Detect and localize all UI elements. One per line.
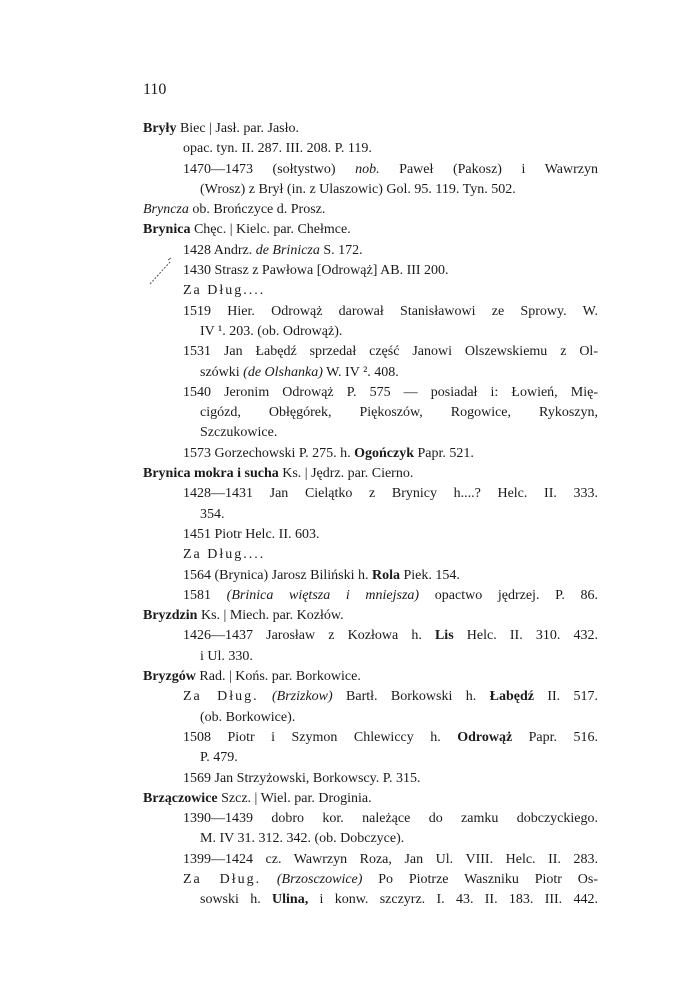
headword: Odrowąż — [457, 729, 513, 745]
text-segment: 1531 Jan Łabędź sprzedał część Janowi Olszewskiemu z Ol- — [183, 344, 598, 360]
text-segment: Piek. 154. — [399, 567, 460, 583]
entry-line — [0, 423, 684, 443]
text-segment — [261, 872, 277, 887]
entry-line — [0, 586, 684, 606]
justified-text — [183, 586, 598, 606]
text-segment: Szczukowice. — [200, 425, 278, 441]
text-segment: Za Dług. — [183, 871, 262, 887]
entry-line — [0, 484, 684, 504]
entry-line — [0, 769, 684, 789]
text-segment: P. 479. — [200, 750, 238, 766]
text-segment: 1508 Piotr i Szymon Chlewiccy h. — [183, 729, 458, 745]
entry-headline — [0, 667, 684, 687]
text-segment: Chęc. | Kielc. par. Chełmce. — [190, 222, 351, 238]
text-segment: opactwo jędrzej. P. 86. — [419, 587, 599, 603]
justified-text — [183, 302, 598, 322]
entry-headline — [0, 464, 684, 484]
headword: Lis — [434, 628, 454, 644]
entry-line — [0, 444, 684, 464]
text-segment: Ks. | Jędrz. par. Cierno. — [278, 466, 414, 482]
italic-text: (Brinica więtsza i mniejsza) — [226, 587, 420, 603]
italic-text: (Brzizkow) — [272, 689, 333, 705]
entry-line — [0, 383, 684, 403]
justified-text — [183, 383, 598, 403]
entry-line — [0, 728, 684, 748]
text-segment: 1519 Hier. Odrowąż darował Stanisławowi ze Sprowy. W. — [183, 303, 598, 319]
entry-line — [0, 160, 684, 180]
entry-headline — [0, 606, 684, 626]
text-segment: S. 172. — [319, 242, 363, 258]
entry-line — [0, 748, 684, 768]
text-segment: 1426—1437 Jarosław z Kozłowa h. — [183, 628, 435, 644]
italic-text: nob. — [355, 161, 380, 177]
italic-text: (Brzosczowice) — [276, 871, 363, 887]
text-segment: Paweł (Pakosz) i Wawrzyn — [379, 161, 598, 177]
headword: Łabędź — [489, 689, 534, 705]
text-segment: M. IV 31. 312. 342. (ob. Dobczyce). — [200, 831, 405, 847]
justified-text — [183, 687, 598, 707]
text-segment: 1569 Jan Strzyżowski, Borkowscy. P. 315. — [183, 770, 421, 786]
text-segment: Papr. 521. — [414, 445, 474, 461]
entry-line — [0, 545, 684, 565]
text-segment: sowski h. — [200, 892, 273, 908]
headword: Ulina, — [272, 892, 309, 908]
text-segment: W. IV ². 408. — [322, 364, 399, 380]
text-segment: Za Dług. — [183, 689, 259, 705]
entry-headline — [0, 789, 684, 809]
entry-line — [0, 890, 684, 910]
entry-line — [0, 342, 684, 362]
text-segment — [259, 689, 272, 704]
entry-line — [0, 850, 684, 870]
text-segment: 1573 Gorzechowski P. 275. h. — [183, 445, 355, 461]
text-segment: 1581 — [183, 587, 227, 603]
entry-line — [0, 180, 684, 200]
text-segment: 1428 Andrz. — [183, 242, 256, 258]
headword: Brynica — [143, 222, 191, 238]
text-segment: szówki — [200, 364, 244, 380]
entry-line — [0, 647, 684, 667]
text-segment: Helc. II. 310. 432. — [453, 628, 598, 644]
entry-line — [0, 809, 684, 829]
entry-line — [0, 363, 684, 383]
entry-line — [0, 139, 684, 159]
entry-line — [0, 525, 684, 545]
text-segment: cigózd, Obłęgórek, Piękoszów, Rogowice, Rykoszyn, — [200, 405, 598, 421]
entry-line — [0, 403, 684, 423]
text-segment: Za Dług.... — [183, 283, 266, 299]
text-segment: (Wrosz) z Brył (in. z Ulaszowic) Gol. 95. 119. Tyn. 502. — [200, 181, 516, 197]
headword: Bryzdzin — [143, 608, 198, 624]
text-segment: 1430 Strasz z Pawłowa [Odrowąż] AB. III 200. — [183, 263, 449, 279]
justified-text — [183, 484, 598, 504]
headword: Ogończyk — [354, 445, 414, 461]
dictionary-entries — [0, 119, 684, 911]
text-segment: opac. tyn. II. 287. III. 208. P. 119. — [183, 141, 372, 157]
entry-line — [0, 281, 684, 301]
italic-text: (de Olshanka) — [243, 364, 323, 380]
justified-text — [183, 626, 598, 646]
justified-text — [200, 890, 598, 910]
justified-text — [183, 870, 598, 890]
justified-text — [200, 403, 598, 423]
text-segment: II. 517. — [533, 689, 599, 705]
text-segment: Papr. 516. — [512, 729, 598, 745]
italic-text: de Brinicza — [255, 242, 320, 258]
text-segment: 1564 (Brynica) Jarosz Biliński h. — [183, 567, 372, 583]
text-segment: (ob. Borkowice). — [200, 709, 296, 725]
text-segment: IV ¹. 203. (ob. Odrowąż). — [200, 323, 343, 339]
entry-line — [0, 261, 684, 281]
text-segment: 1451 Piotr Helc. II. 603. — [183, 526, 320, 542]
text-segment: i konw. szczyrz. I. 43. II. 183. III. 442. — [308, 892, 598, 908]
entry-headline — [0, 119, 684, 139]
text-segment: Bartł. Borkowski h. — [332, 689, 490, 705]
text-segment: Za Dług.... — [183, 547, 266, 563]
entry-line — [0, 241, 684, 261]
text-segment: 1399—1424 cz. Wawrzyn Roza, Jan Ul. VIII. Helc. II. 283. — [183, 851, 598, 867]
entry-line — [0, 626, 684, 646]
entry-line — [0, 687, 684, 707]
entry-line — [0, 566, 684, 586]
entry-headline — [0, 200, 684, 220]
entry-line — [0, 505, 684, 525]
justified-text — [183, 809, 598, 829]
page-number: 110 — [143, 81, 167, 98]
entry-line — [0, 322, 684, 342]
text-segment: Ks. | Miech. par. Kozłów. — [197, 608, 344, 624]
text-segment: i Ul. 330. — [200, 648, 253, 664]
entry-line — [0, 829, 684, 849]
justified-text — [183, 728, 598, 748]
text-segment: 1390—1439 dobro kor. należące do zamku dobczyckiego. — [183, 811, 598, 827]
entry-headline — [0, 220, 684, 240]
justified-text — [183, 342, 598, 362]
text-segment: Szcz. | Wiel. par. Droginia. — [217, 790, 372, 806]
text-segment: Rad. | Końs. par. Borkowice. — [195, 669, 361, 685]
text-segment: 1540 Jeronim Odrowąż P. 575 — posiadał i: Łowień, Mię- — [183, 384, 598, 400]
headword: Brynica mokra i sucha — [143, 466, 279, 482]
headword: Bryły — [143, 121, 177, 136]
text-segment: ob. Brończyce d. Prosz. — [188, 202, 326, 218]
justified-text — [183, 850, 598, 870]
text-segment: 1470—1473 (sołtystwo) — [183, 161, 356, 177]
text-segment: Po Piotrze Waszniku Piotr Os- — [362, 871, 598, 887]
text-segment: Biec | Jasł. par. Jasło. — [176, 121, 300, 136]
justified-text — [183, 160, 598, 180]
entry-line — [0, 708, 684, 728]
headword: Bryzgów — [143, 669, 196, 685]
italic-text: Bryncza — [143, 202, 189, 218]
entry-line — [0, 870, 684, 890]
entry-line — [0, 302, 684, 322]
text-segment: 354. — [200, 506, 225, 522]
headword: Brzączowice — [143, 790, 218, 806]
headword: Rola — [371, 567, 400, 583]
text-segment: 1428—1431 Jan Cielątko z Brynicy h....? Helc. II. 333. — [183, 486, 598, 502]
